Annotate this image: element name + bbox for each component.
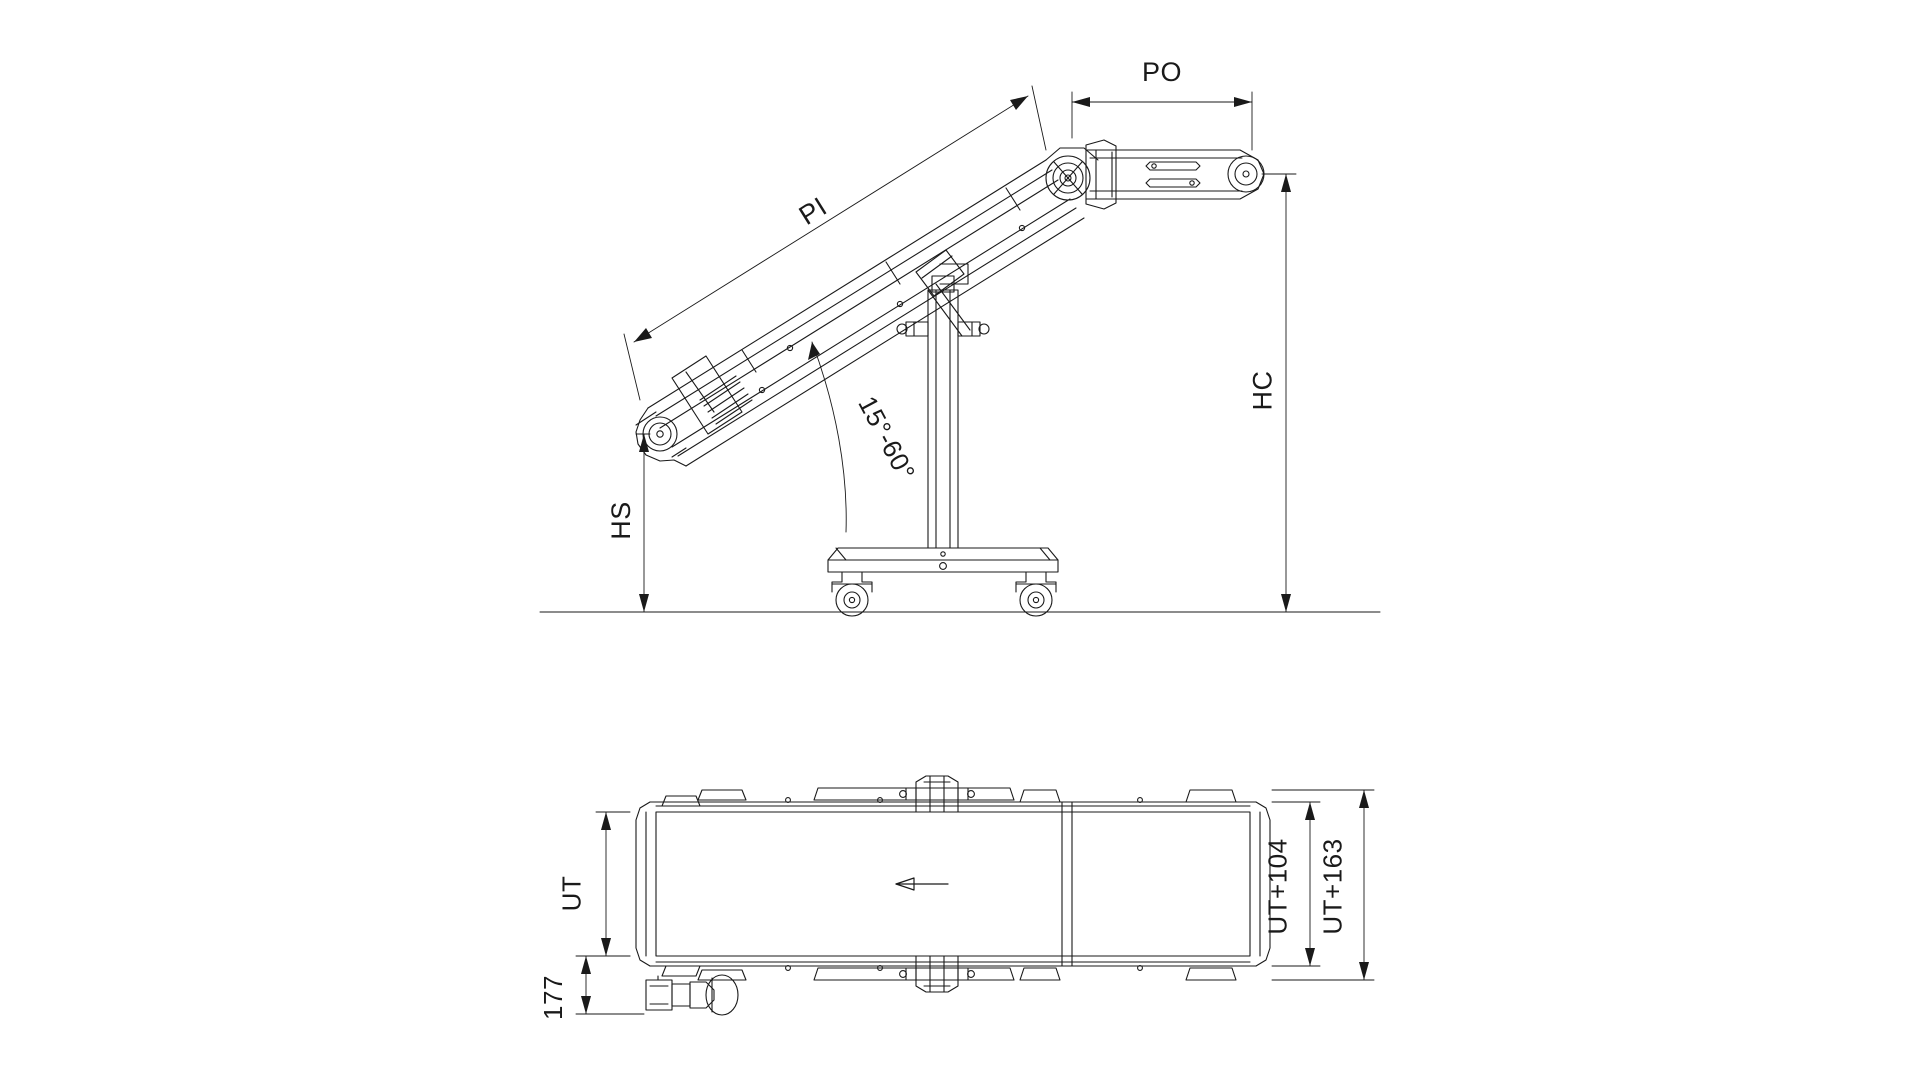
flow-arrow xyxy=(896,878,948,890)
dimension-label-pl: PI xyxy=(793,191,833,231)
dimension-label-ut: UT xyxy=(556,875,587,912)
horizontal-head-section xyxy=(1086,140,1264,209)
support-column xyxy=(897,250,989,548)
dimension-label-hc: HC xyxy=(1247,370,1278,411)
mobile-base xyxy=(828,548,1058,616)
dimension-ut xyxy=(596,812,630,956)
pivot-knuckle-joint xyxy=(1046,148,1098,200)
dimension-pl xyxy=(624,86,1046,400)
dimension-label-ut104: UT+104 xyxy=(1262,838,1293,935)
dimension-label-ut163: UT+163 xyxy=(1317,838,1348,935)
dimension-label-angle: 15°-60° xyxy=(852,391,922,486)
dimension-hs xyxy=(636,434,650,612)
plan-view-conveyor xyxy=(636,776,1270,1015)
dimension-label-hs: HS xyxy=(605,501,636,540)
dimension-177 xyxy=(576,956,644,1014)
dimension-label-po: PO xyxy=(1142,57,1183,87)
dimension-label-177: 177 xyxy=(537,975,568,1020)
dimension-angle xyxy=(808,342,846,532)
